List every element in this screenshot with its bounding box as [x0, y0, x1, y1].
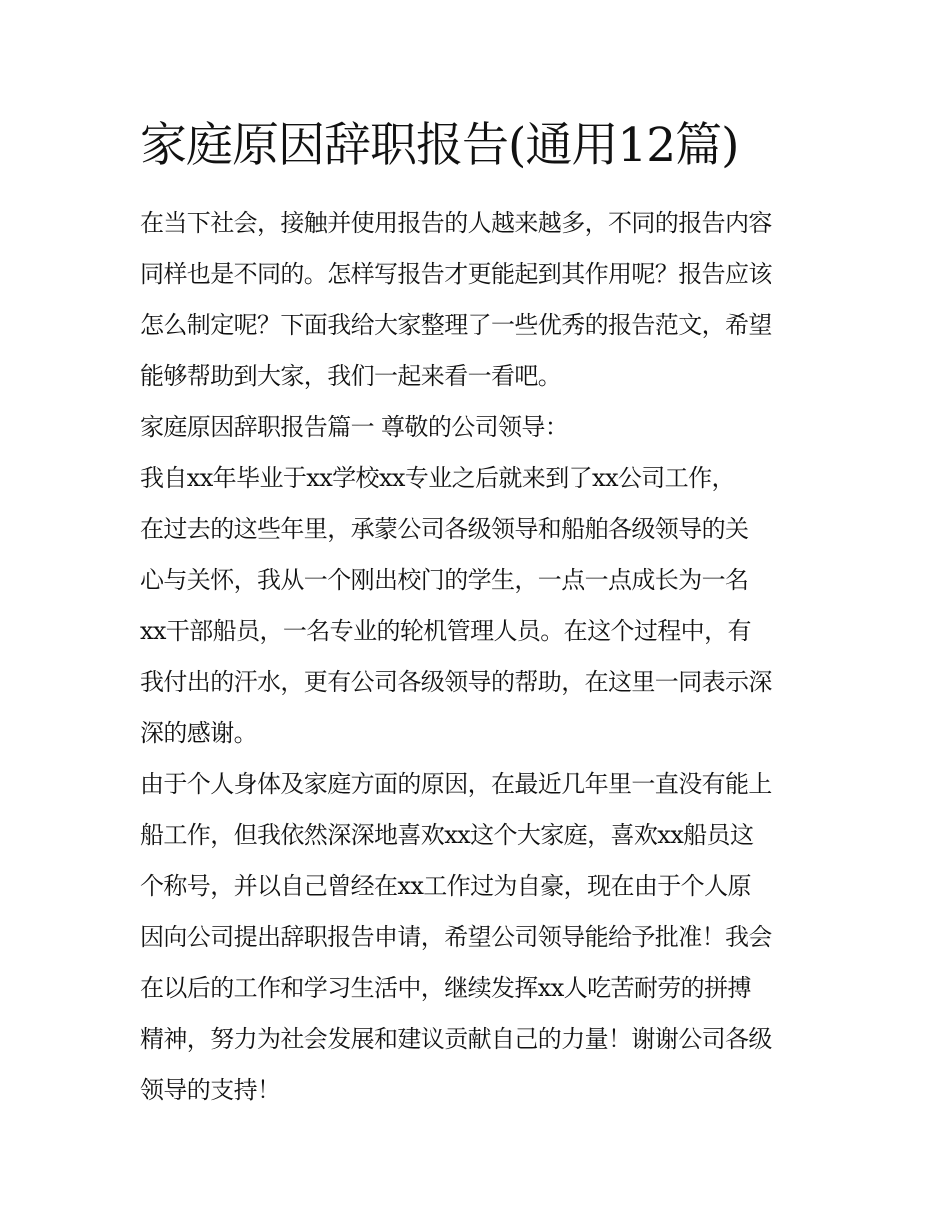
- body-line: 深的感谢。: [140, 719, 257, 747]
- body-line: 我付出的汗水，更有公司各级领导的帮助，在这里一同表示深: [140, 668, 772, 696]
- body-line: 怎么制定呢？下面我给大家整理了一些优秀的报告范文，希望: [140, 311, 772, 339]
- body-line: 在当下社会，接触并使用报告的人越来越多，不同的报告内容: [140, 209, 772, 237]
- body-line: 心与关怀，我从一个刚出校门的学生，一点一点成长为一名: [140, 566, 749, 594]
- body-line: 个称号，并以自己曾经在xx工作过为自豪，现在由于个人原: [140, 872, 751, 900]
- body-line: 领导的支持！: [140, 1076, 281, 1104]
- body-line: 由于个人身体及家庭方面的原因，在最近几年里一直没有能上: [140, 770, 772, 798]
- document-page: [140, 112, 816, 1116]
- body-line: 同样也是不同的。怎样写报告才更能起到其作用呢？报告应该: [140, 260, 772, 288]
- body-line: 精神，努力为社会发展和建议贡献自己的力量！谢谢公司各级: [140, 1025, 772, 1053]
- body-line: 因向公司提出辞职报告申请，希望公司领导能给予批准！我会: [140, 923, 772, 951]
- body-line: 在过去的这些年里，承蒙公司各级领导和船舶各级领导的关: [140, 515, 749, 543]
- body-line: 能够帮助到大家，我们一起来看一看吧。: [140, 362, 562, 390]
- document-body: [140, 198, 816, 1116]
- body-line: 我自xx年毕业于xx学校xx专业之后就来到了xx公司工作，: [140, 464, 735, 492]
- body-line: 在以后的工作和学习生活中，继续发挥xx人吃苦耐劳的拼搏: [140, 974, 751, 1002]
- body-line: xx干部船员，一名专业的轮机管理人员。在这个过程中，有: [140, 617, 751, 645]
- section-heading-line: 家庭原因辞职报告篇一 尊敬的公司领导：: [140, 413, 569, 441]
- body-line: 船工作，但我依然深深地喜欢xx这个大家庭，喜欢xx船员这: [140, 821, 754, 849]
- document-title: 家庭原因辞职报告(通用12篇): [140, 118, 739, 173]
